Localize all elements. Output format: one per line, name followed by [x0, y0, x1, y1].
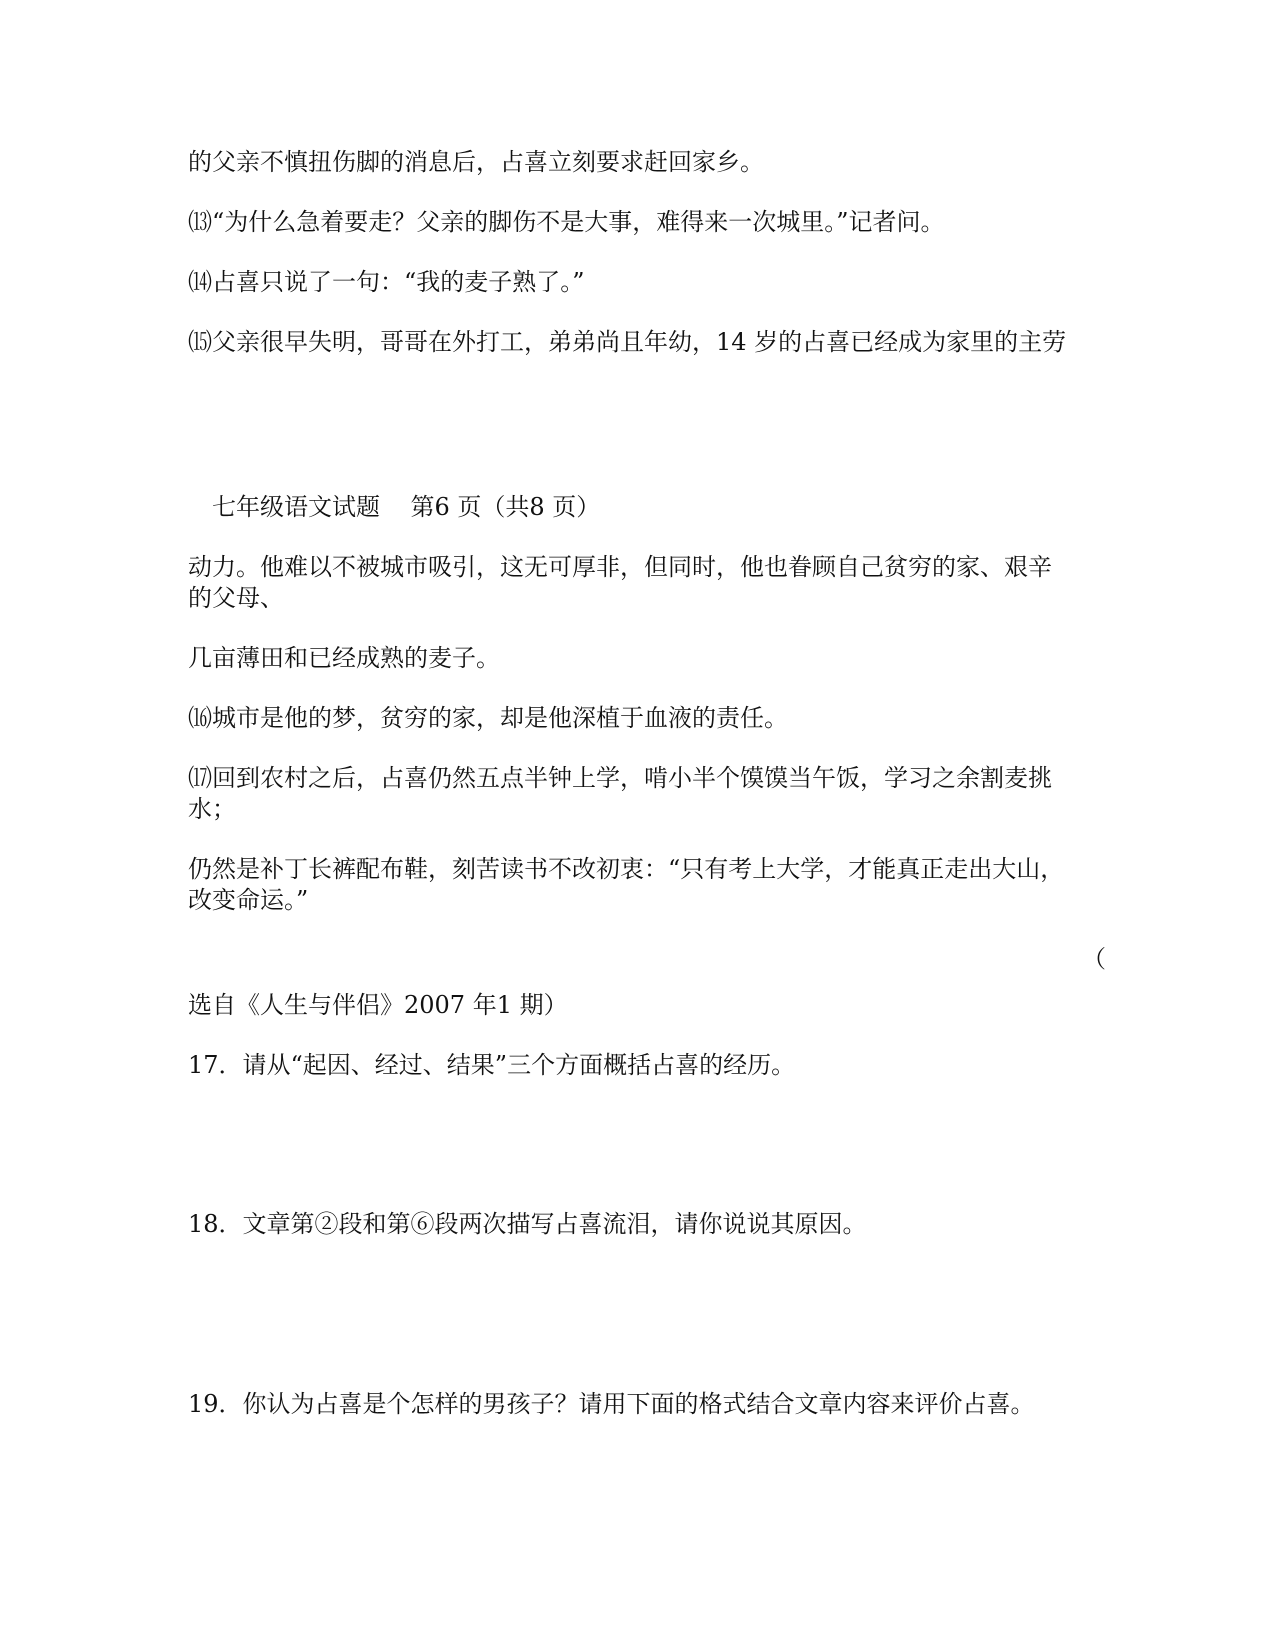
paragraph-14: ⒁占喜只说了一句：“我的麦子熟了。”	[188, 268, 585, 296]
paragraph-17: ⒄回到农村之后，占喜仍然五点半钟上学，啃小半个馍馍当午饭，学习之余割麦挑	[188, 764, 1052, 792]
text-line: 几亩薄田和已经成熟的麦子。	[188, 644, 500, 672]
text-line: 动力。他难以不被城市吸引，这无可厚非，但同时，他也眷顾自己贫穷的家、艰辛	[188, 553, 1052, 581]
text-line: 仍然是补丁长裤配布鞋，刻苦读书不改初衷：“只有考上大学，才能真正走出大山，	[188, 855, 1065, 883]
paragraph-13: ⒀“为什么急着要走？父亲的脚伤不是大事，难得来一次城里。”记者问。	[188, 208, 945, 236]
paragraph-16: ⒃城市是他的梦，贫穷的家，却是他深植于血液的责任。	[188, 704, 788, 732]
source-citation: 选自《人生与伴侣》2007 年1 期）	[188, 991, 568, 1019]
source-open-paren: （	[1082, 945, 1106, 973]
text-line: 的父母、	[188, 584, 284, 612]
page-footer: 七年级语文试题 第6 页（共8 页）	[212, 493, 601, 521]
paragraph-15: ⒂父亲很早失明，哥哥在外打工，弟弟尚且年幼，14 岁的占喜已经成为家里的主劳	[188, 328, 1067, 356]
text-line: 的父亲不慎扭伤脚的消息后，占喜立刻要求赶回家乡。	[188, 148, 764, 176]
text-line: 改变命运。”	[188, 886, 309, 914]
question-18: 18．文章第②段和第⑥段两次描写占喜流泪，请你说说其原因。	[188, 1210, 867, 1238]
question-19: 19．你认为占喜是个怎样的男孩子？请用下面的格式结合文章内容来评价占喜。	[188, 1390, 1035, 1418]
question-17: 17．请从“起因、经过、结果”三个方面概括占喜的经历。	[188, 1051, 796, 1079]
text-line: 水；	[188, 795, 236, 823]
